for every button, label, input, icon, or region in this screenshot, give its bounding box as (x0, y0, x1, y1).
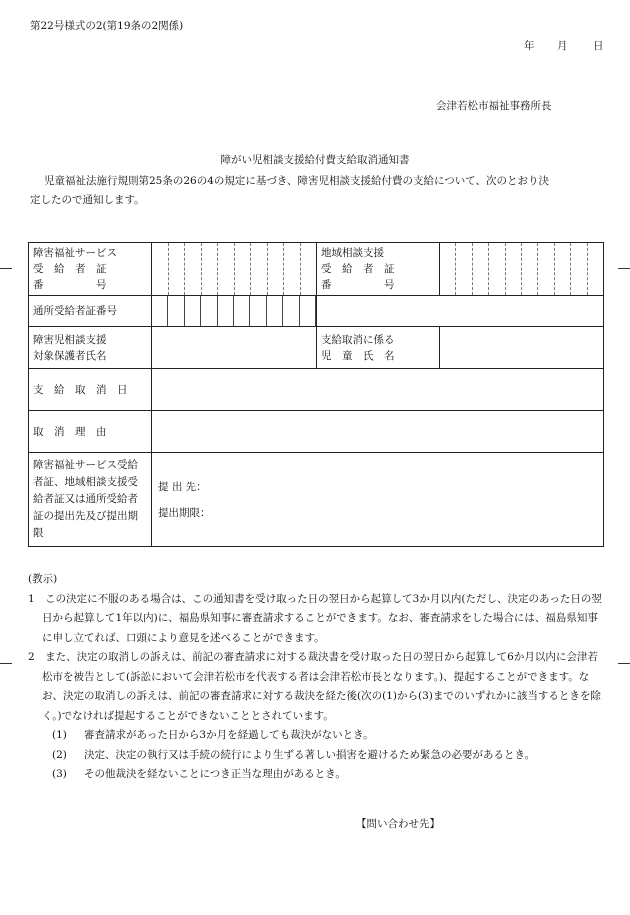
row-service-cert (29, 243, 604, 296)
row-daycare-cert (29, 296, 604, 327)
service-cert-number-boxes[interactable] (152, 243, 317, 296)
right-edge-mark (618, 268, 630, 269)
cancel-reason-field[interactable] (152, 411, 604, 453)
deadline-label: 提出期限： (158, 506, 211, 519)
label-line: 受 給 者 証 (321, 263, 395, 275)
cancel-reason-label: 取 消 理 由 (29, 411, 152, 453)
label-line: 児 童 氏 名 (321, 349, 395, 362)
label-line: 受 給 者 証 (33, 263, 107, 275)
instruction-sub-2: (2) 決定、決定の執行又は手続の続行により生ずる著しい損害を避けるため緊急の必要があるとき。 (52, 748, 536, 761)
submission-label: 障害福祉サービス受給者証、地域相談支援受給者証又は通所受給者証の提出先及び提出期限 (29, 453, 152, 547)
submission-field[interactable] (152, 453, 604, 547)
service-cert-label (29, 243, 152, 296)
right-edge-mark-lower (618, 663, 630, 664)
daycare-cert-number-boxes[interactable] (152, 296, 317, 327)
community-cert-number-boxes[interactable] (440, 243, 604, 296)
submit-to-label: 提 出 先： (158, 480, 207, 493)
row-submission (29, 453, 604, 547)
row-cancel-reason (29, 411, 604, 453)
date-month: 月 (557, 40, 568, 52)
guardian-name-label (29, 327, 152, 369)
instructions (28, 570, 606, 785)
instructions-heading: (教示) (28, 573, 58, 585)
intro-line-2: 定したので通知します。 (30, 194, 145, 206)
label-line: 支給取消に係る (321, 333, 395, 346)
label-line: 障害福祉サービス (33, 247, 117, 259)
date-year: 年 (524, 40, 535, 52)
cancel-date-label: 支 給 取 消 日 (29, 369, 152, 411)
row-guardian-child (29, 327, 604, 369)
form-number: 第22号様式の2(第19条の2関係) (30, 20, 184, 32)
left-edge-mark-lower (0, 663, 12, 664)
child-name-label (317, 327, 440, 369)
daycare-cert-label: 通所受給者証番号 (29, 296, 152, 327)
guardian-name-field[interactable] (152, 327, 317, 369)
issuer-name: 会津若松市福祉事務所長 (436, 100, 552, 112)
instruction-item-1: 1 この決定に不服のある場合は、この通知書を受け取った日の翌日から起算して3か月以内(ただし、決定のあった日の翌日から起算して1年以内)に、福島県知事に審査請求することができます。なお、審査請求をした場合には、福島県知事に申し立てれば、口頭により意見を述べることができます。 (28, 592, 602, 644)
community-cert-label (317, 243, 440, 296)
label-line: 対象保護者氏名 (33, 349, 107, 362)
document-title: 障がい児相談支援給付費支給取消通知書 (220, 154, 410, 166)
label-line: 障害児相談支援 (33, 333, 107, 346)
label-line: 地域相談支援 (321, 247, 384, 259)
label-line: 番 号 (33, 279, 107, 291)
info-table (28, 242, 604, 547)
left-edge-mark (0, 268, 12, 269)
label-line: 番 号 (321, 279, 395, 291)
instruction-sub-3: (3) その他裁決を経ないことにつき正当な理由があるとき。 (52, 768, 346, 780)
daycare-cert-blank (317, 296, 604, 327)
instruction-sub-1: (1) 審査請求があった日から3か月を経過しても裁決がないとき。 (52, 729, 374, 741)
instruction-item-2: 2 また、決定の取消しの訴えは、前記の審査請求に対する裁決書を受け取った日の翌日から起算して6か月以内に会津若松市を被告として(訴訟において会津若松市を代表する者は会津若松市長となります。)、提起することができます。なお、決定の取消しの訴えは、前記の審査請求に対する裁決を経た後(次の(1)から(3)までのいずれかに該当するときを除く。)でなければ提起することができないこととされています。 (28, 651, 601, 722)
cancel-date-field[interactable] (152, 369, 604, 411)
intro-line-1: 児童福祉法施行規則第25条の26の4の規定に基づき、障害児相談支援給付費の支給について、次のとおり決 (44, 175, 550, 187)
contact-heading: 【問い合わせ先】 (356, 818, 440, 830)
row-cancel-date (29, 369, 604, 411)
child-name-field[interactable] (440, 327, 604, 369)
date-day: 日 (593, 40, 604, 52)
